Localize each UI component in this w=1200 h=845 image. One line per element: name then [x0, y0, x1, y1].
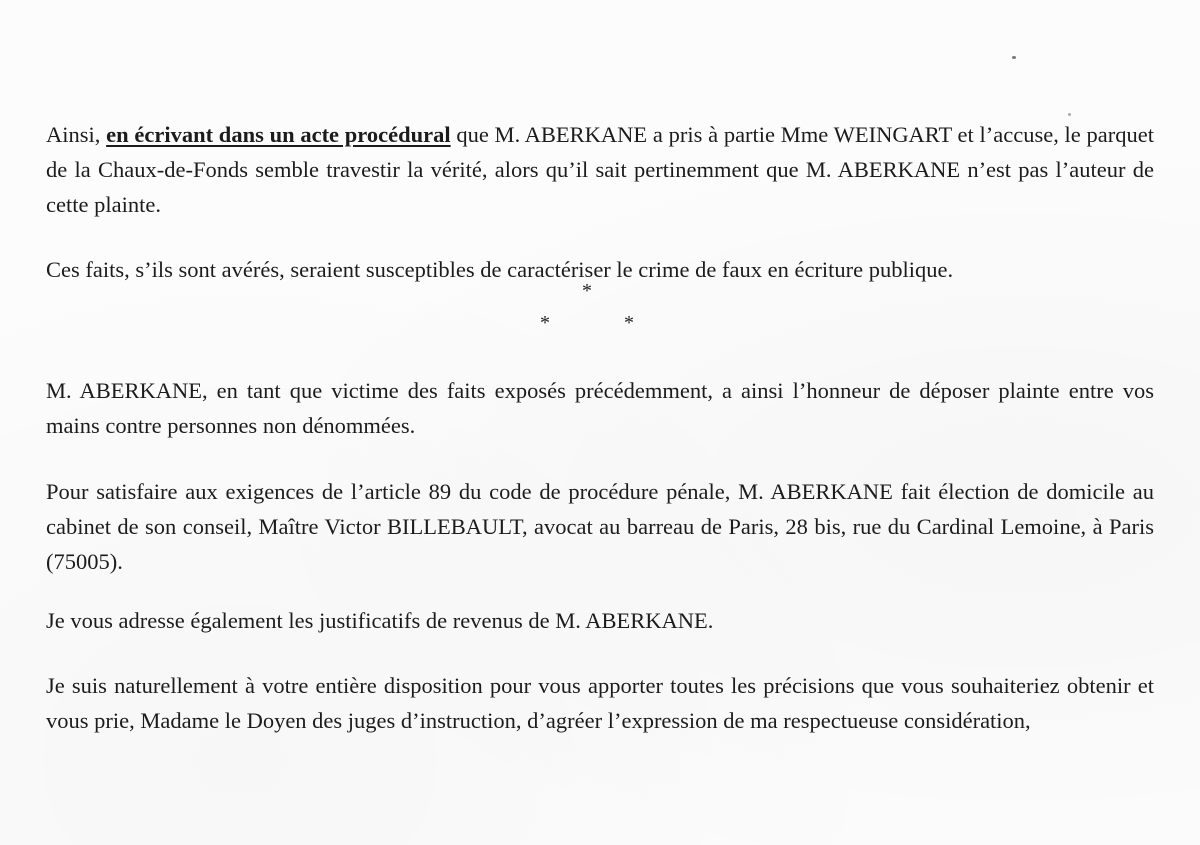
separator-asterisk-left: * — [540, 312, 550, 334]
paragraph-1-lead: Ainsi, — [46, 122, 107, 147]
paragraph-3: M. ABERKANE, en tant que victime des faits exposés précédemment, a ainsi l’honneur de déposer plainte entre vos mains contre personnes non dénommées. — [46, 378, 1154, 438]
paragraph-6: Je suis naturellement à votre entière disposition pour vous apporter toutes les précisions que vous souhaiteriez obtenir et vous prie, Madame le Doyen des juges d’instruction, d’agréer l’expression de ma respectueuse considération, — [46, 673, 1154, 733]
paragraph-1 — [46, 117, 1154, 222]
separator-asterisk-top: * — [582, 280, 592, 302]
scan-speck — [1012, 56, 1016, 59]
separator-asterisk-right: * — [624, 312, 634, 334]
paragraph-5: Je vous adresse également les justificatifs de revenus de M. ABERKANE. — [46, 608, 714, 633]
paragraph-4: Pour satisfaire aux exigences de l’article 89 du code de procédure pénale, M. ABERKANE fait élection de domicile au cabinet de son conseil, Maître Victor BILLEBAULT, avocat au barreau de Paris, 28 bis, rue du Cardinal Lemoine, à Paris (75005). — [46, 479, 1154, 574]
paragraph-2: Ces faits, s’ils sont avérés, seraient susceptibles de caractériser le crime de faux en écriture publique. — [46, 257, 954, 282]
scan-speck — [1068, 113, 1071, 116]
paragraph-1-rest: que M. ABERKANE a pris à partie Mme WEINGART et l’accuse, le parquet de la Chaux-de-Fonds semble travestir la vérité, alors qu’il sait pertinemment que M. ABERKANE n’est pas l’auteur de cette plainte. — [46, 122, 1154, 217]
paragraph-1-emphasis: en écrivant dans un acte procédural — [106, 122, 451, 147]
